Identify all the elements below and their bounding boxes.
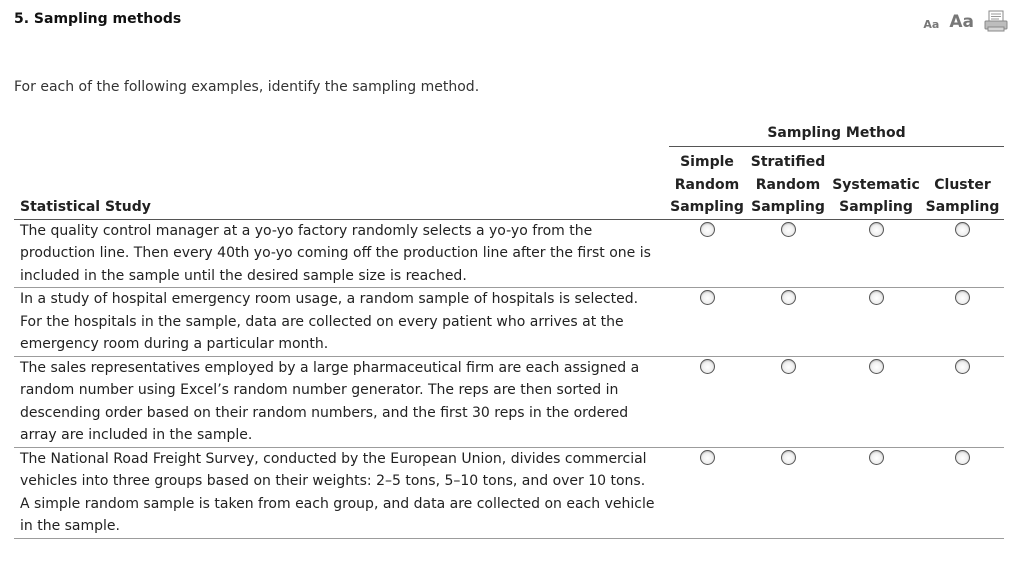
radio-systematic[interactable] bbox=[869, 222, 884, 237]
col-header-line: Stratified bbox=[750, 154, 826, 170]
radio-stratified-random[interactable] bbox=[781, 359, 796, 374]
radio-stratified-random[interactable] bbox=[781, 450, 796, 465]
study-description: In a study of hospital emergency room usage, a random sample of hospitals is selected. For the hospitals in the sample, data are collected on every patient who arrives at the emergency room during a particular month. bbox=[14, 288, 669, 357]
col-header-cluster bbox=[921, 147, 1004, 220]
option-cell bbox=[831, 447, 921, 538]
radio-systematic[interactable] bbox=[869, 359, 884, 374]
radio-cluster[interactable] bbox=[955, 290, 970, 305]
option-cell bbox=[669, 288, 745, 357]
radio-stratified-random[interactable] bbox=[781, 222, 796, 237]
col-header-line: Sampling bbox=[925, 199, 1000, 215]
radio-cluster[interactable] bbox=[955, 222, 970, 237]
col-header-systematic bbox=[831, 147, 921, 220]
option-cell bbox=[745, 219, 831, 288]
option-cell bbox=[921, 447, 1004, 538]
col-header-line: Random bbox=[755, 176, 821, 193]
option-cell bbox=[831, 219, 921, 288]
table-row bbox=[14, 288, 1004, 357]
col-header-line: Random bbox=[674, 176, 740, 193]
col-header-line: Cluster bbox=[934, 176, 991, 193]
radio-cluster[interactable] bbox=[955, 359, 970, 374]
option-cell bbox=[669, 219, 745, 288]
radio-stratified-random[interactable] bbox=[781, 290, 796, 305]
instructions-text: For each of the following examples, identify the sampling method. bbox=[14, 79, 480, 95]
radio-simple-random[interactable] bbox=[700, 450, 715, 465]
option-cell bbox=[921, 356, 1004, 447]
radio-simple-random[interactable] bbox=[700, 290, 715, 305]
radio-systematic[interactable] bbox=[869, 450, 884, 465]
increase-font-button[interactable]: Aa bbox=[949, 12, 974, 32]
option-cell bbox=[745, 447, 831, 538]
statistical-study-header: Statistical Study bbox=[14, 147, 669, 220]
sampling-method-header: Sampling Method bbox=[669, 120, 1004, 147]
study-description: The quality control manager at a yo-yo factory randomly selects a yo-yo from the production line. Then every 40th yo-yo coming off the production line after the first one is included in the sample until the desired sample size is reached. bbox=[14, 219, 669, 288]
radio-simple-random[interactable] bbox=[700, 222, 715, 237]
question-title: 5. Sampling methods bbox=[14, 11, 182, 27]
option-cell bbox=[831, 288, 921, 357]
table-row bbox=[14, 219, 1004, 288]
option-cell bbox=[669, 356, 745, 447]
print-icon[interactable] bbox=[984, 10, 1008, 32]
toolbar bbox=[923, 10, 1008, 32]
option-cell bbox=[831, 356, 921, 447]
table-row bbox=[14, 356, 1004, 447]
study-description: The National Road Freight Survey, conducted by the European Union, divides commercial vehicles into three groups based on their weights: 2–5 tons, 5–10 tons, and over 10 tons. A simple random sample is taken from each group, and data are collected on each vehicle in the sample. bbox=[14, 447, 669, 538]
radio-systematic[interactable] bbox=[869, 290, 884, 305]
col-header-line: Sampling bbox=[670, 199, 744, 215]
study-description: The sales representatives employed by a large pharmaceutical firm are each assigned a random number using Excel’s random number generator. The reps are then sorted in descending order based on their random numbers, and the first 30 reps in the ordered array are included in the sample. bbox=[14, 356, 669, 447]
col-header-line: Systematic bbox=[832, 176, 920, 193]
option-cell bbox=[921, 288, 1004, 357]
option-cell bbox=[745, 356, 831, 447]
col-header-line: Simple bbox=[680, 154, 734, 170]
table-row bbox=[14, 447, 1004, 538]
col-header-line: Sampling bbox=[751, 199, 825, 215]
radio-simple-random[interactable] bbox=[700, 359, 715, 374]
col-header-stratified-random bbox=[745, 147, 831, 220]
col-header-line: Sampling bbox=[839, 199, 913, 215]
header-spacer bbox=[14, 120, 669, 147]
col-header-simple-random bbox=[669, 147, 745, 220]
decrease-font-button[interactable]: Aa bbox=[923, 18, 940, 31]
option-cell bbox=[669, 447, 745, 538]
radio-cluster[interactable] bbox=[955, 450, 970, 465]
option-cell bbox=[921, 219, 1004, 288]
option-cell bbox=[745, 288, 831, 357]
sampling-method-table bbox=[14, 120, 1004, 539]
